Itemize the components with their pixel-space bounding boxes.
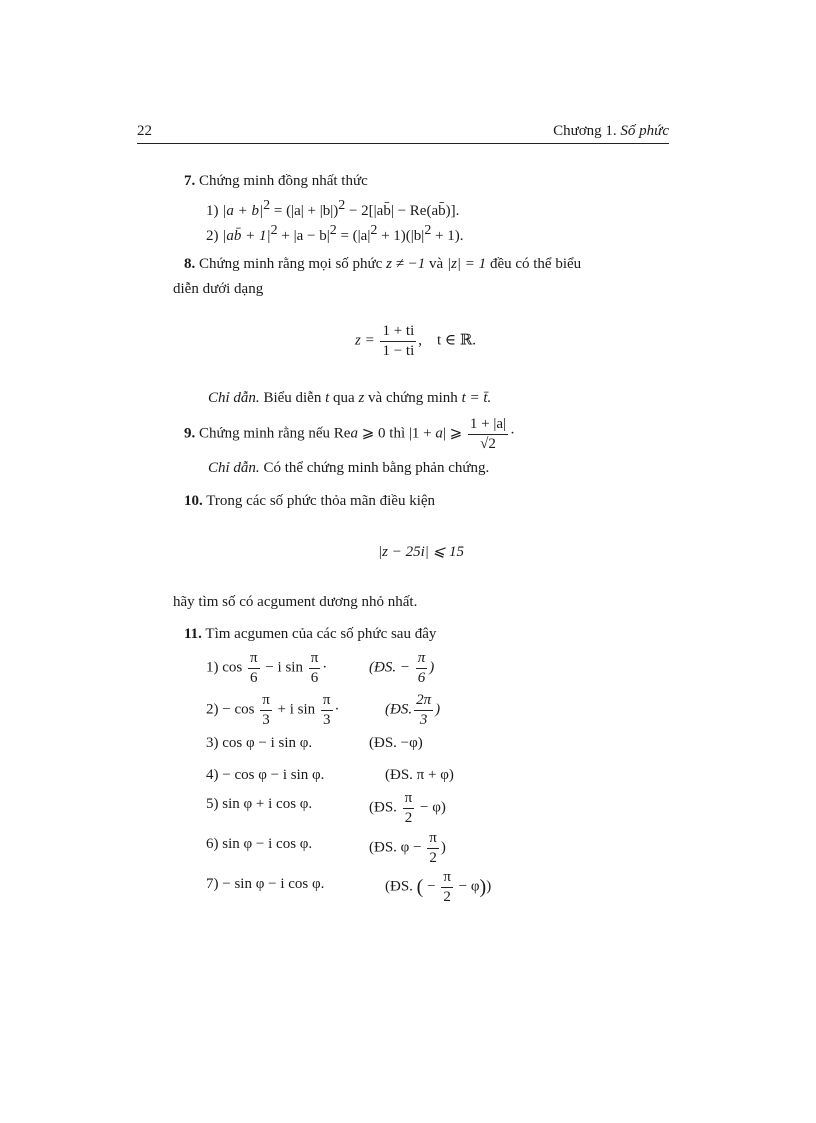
problem-11-item-4: 4) − cos φ − i sin φ. (206, 767, 325, 783)
problem-10-number: 10. (184, 493, 203, 509)
problem-8-equation: z = $\frac{1 + ti}{1 - ti}$ , t ∈ ℝ. (355, 323, 477, 359)
problem-11-item-6: 6) sin φ − i cos φ. (206, 836, 313, 852)
problem-8-hint: Chỉ dẫn. Biểu diễn t qua z và chứng minh t = t̄. (208, 390, 492, 406)
header-rule (137, 143, 669, 144)
problem-9-hint: Chỉ dẫn. Có thể chứng minh bằng phản chứng. (208, 460, 490, 476)
problem-11-number: 11. (184, 626, 202, 642)
problem-9-number: 9. (184, 425, 196, 442)
fraction: $\frac{1 + |a|}{√2}$ (469, 416, 507, 452)
problem-11-item-1: 1) cos $\frac{\pi}{6}$ − i sin $\frac{\pi}{6}$ · (206, 650, 328, 686)
chapter-label: Chương 1. (553, 123, 617, 139)
problem-8: 8. Chứng minh rằng mọi số phức z ≠ −1 và |z| = 1 đều có thể biểu (184, 256, 582, 272)
problem-7-text: Chứng minh đồng nhất thức (199, 173, 368, 189)
problem-11-item-2: 2) − cos $\frac{\pi}{3}$ + i sin $\frac{\pi}{3}$ · (206, 692, 340, 728)
problem-8-line-2: diễn dưới dạng (173, 281, 264, 297)
problem-11-item-7: 7) − sin φ − i cos φ. (206, 876, 325, 892)
problem-11-answer-6: (ĐS. φ − $\frac{\pi}{2}$ ) (369, 830, 446, 866)
problem-7 (184, 174, 368, 189)
problem-7-item-2: 2) |ab̄ + $1|^2 + |a - b|^2 = (|a|^2 + 1)(|b|^2 + 1)$. (206, 223, 464, 244)
problem-11-answer-4: (ĐS. π + φ) (385, 767, 454, 783)
problem-10-after: hãy tìm số có acgument dương nhỏ nhất. (173, 594, 418, 610)
problem-11-answer-1: (ĐS. − $\frac{\pi}{6}$ ) (369, 650, 435, 686)
problem-8-number: 8. (184, 256, 196, 272)
problem-10: 10. Trong các số phức thỏa mãn điều kiện (184, 493, 436, 509)
problem-11-item-5: 5) sin φ + i cos φ. (206, 796, 313, 812)
problem-7-item-1: 1) $|a + b|^2 = (|a| + |b|)^2$ − 2[|ab̄| − Re(ab̄)]. (206, 198, 460, 219)
problem-7-number: 7. (184, 173, 196, 189)
problem-11-answer-7: (ĐS. ( − $\frac{\pi}{2}$ − φ)) (385, 869, 492, 905)
running-header (553, 124, 669, 139)
chapter-title: Số phức (620, 123, 669, 139)
page-number: 22 (137, 123, 152, 139)
problem-11-item-3: 3) cos φ − i sin φ. (206, 735, 313, 751)
problem-11-answer-2: (ĐS. $\frac{2\pi}{3}$ ) (385, 692, 441, 728)
problem-11-answer-3: (ĐS. −φ) (369, 735, 423, 751)
fraction: $\frac{1 + ti}{1 - ti}$ (382, 323, 415, 359)
problem-11-answer-5: (ĐS. $\frac{\pi}{2}$ − φ) (369, 790, 446, 826)
problem-11: 11. Tìm acgumen của các số phức sau đây (184, 626, 437, 642)
problem-10-equation: |z − 25i| ⩽ 15 (378, 544, 464, 560)
problem-9: 9. Chứng minh rằng nếu Rea ⩾ 0 thì |1 + a| ⩾ $\frac{1 + |a|}{√2}$ · (184, 416, 516, 452)
